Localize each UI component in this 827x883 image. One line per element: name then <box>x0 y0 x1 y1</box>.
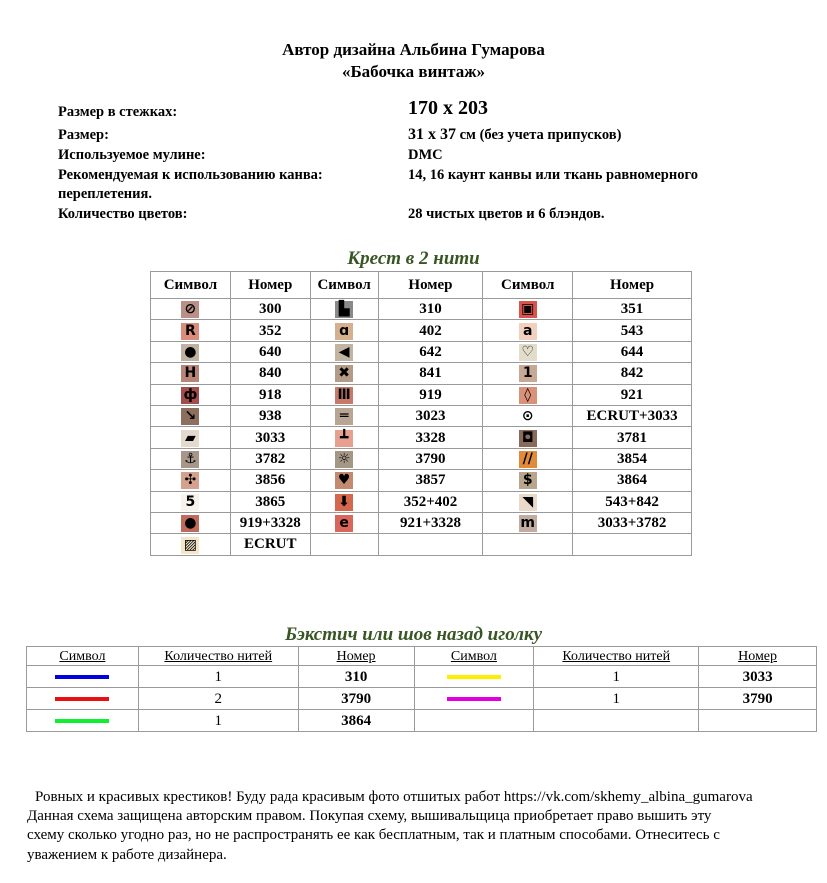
cross-stitch-table <box>150 271 692 556</box>
colors-value: 28 чистых цветов и 6 блэндов. <box>408 206 605 222</box>
cross-table-row <box>151 341 692 362</box>
slashed-circle-icon: ⊘ <box>181 301 199 318</box>
cross-table-row <box>151 405 692 426</box>
header-thread-count: Количество нитей <box>534 647 699 666</box>
flower-cross-icon: ✣ <box>181 472 199 489</box>
symbol-cell <box>483 448 573 469</box>
symbol-cell <box>483 512 573 533</box>
symbol-cell <box>310 470 378 491</box>
symbol-cell <box>310 534 378 555</box>
symbol-cell <box>151 534 231 555</box>
dmc-number-cell: 402 <box>378 320 483 341</box>
dmc-number-cell: 918 <box>230 384 310 405</box>
cross-table-row <box>151 491 692 512</box>
footer-copyright-3: уважением к работе дизайнера. <box>27 847 227 863</box>
canvas-value: 14, 16 каунт канвы или ткань равномерного <box>408 167 698 183</box>
size-label: Размер: <box>58 127 109 143</box>
backstitch-table-header <box>27 647 817 666</box>
symbol-cell <box>151 384 231 405</box>
dollar-icon: $ <box>519 472 537 489</box>
thread-count-cell <box>534 710 699 732</box>
symbol-cell <box>310 448 378 469</box>
dmc-number-cell: 310 <box>298 666 414 688</box>
header-number: Номер <box>699 647 817 666</box>
dmc-number-cell <box>378 534 483 555</box>
stitch-size-label: Размер в стежках: <box>58 104 178 120</box>
symbol-cell <box>483 470 573 491</box>
line-symbol-cell <box>27 666 139 688</box>
dmc-number-cell: 938 <box>230 405 310 426</box>
dmc-number-cell: 921 <box>573 384 692 405</box>
dmc-number-cell: 3033+3782 <box>573 512 692 533</box>
floss-value: DMC <box>408 147 443 163</box>
sun-icon: ☼ <box>335 451 353 468</box>
cross-table-row <box>151 384 692 405</box>
dmc-number-cell: ECRUT+3033 <box>573 405 692 426</box>
double-slash-icon: // <box>519 451 537 468</box>
cross-table-row <box>151 299 692 320</box>
symbol-cell <box>151 299 231 320</box>
symbol-cell <box>151 470 231 491</box>
dmc-number-cell: 3782 <box>230 448 310 469</box>
symbol-cell <box>483 491 573 512</box>
stand-icon: ┻ <box>335 430 353 447</box>
header-symbol: Символ <box>414 647 534 666</box>
filled-box-icon: ▣ <box>519 301 537 318</box>
cross-table-row <box>151 534 692 555</box>
dmc-number-cell: 921+3328 <box>378 512 483 533</box>
dmc-number-cell: 3864 <box>298 710 414 732</box>
cross-stitch-title: Крест в 2 нити <box>347 248 480 269</box>
symbol-cell <box>310 427 378 448</box>
pill-icon: ▰ <box>181 430 199 447</box>
dmc-number-cell: 3023 <box>378 405 483 426</box>
dmc-number-cell: 543 <box>573 320 692 341</box>
dmc-number-cell: 300 <box>230 299 310 320</box>
thread-count-cell: 1 <box>138 710 298 732</box>
drop-icon: ● <box>181 344 199 361</box>
size-value-rest: см (без учета припусков) <box>456 127 622 143</box>
size-value-strong: 31 х 37 <box>408 126 456 143</box>
phi-icon: ф <box>181 387 199 404</box>
dmc-number-cell: ECRUT <box>230 534 310 555</box>
colors-label: Количество цветов: <box>58 206 188 222</box>
letter-a-icon: a <box>519 323 537 340</box>
line-color-swatch <box>447 697 501 701</box>
canvas-label-2: переплетения. <box>58 186 152 202</box>
cross-table-row <box>151 363 692 384</box>
header-number: Номер <box>573 272 692 299</box>
dmc-number-cell: 3857 <box>378 470 483 491</box>
line-color-swatch <box>55 675 109 679</box>
symbol-cell <box>151 512 231 533</box>
dmc-number-cell: 543+842 <box>573 491 692 512</box>
symbol-cell <box>310 341 378 362</box>
line-color-swatch <box>55 719 109 723</box>
dmc-number-cell: 840 <box>230 363 310 384</box>
header-symbol: Символ <box>483 272 573 299</box>
left-triangle-icon: ◀ <box>335 344 353 361</box>
cross-table-row <box>151 448 692 469</box>
floss-label: Используемое мулине: <box>58 147 206 163</box>
backstitch-table-row <box>27 688 817 710</box>
symbol-cell <box>151 341 231 362</box>
heart-outline-icon: ♡ <box>519 344 537 361</box>
symbol-cell <box>483 341 573 362</box>
pattern-name: «Бабочка винтаж» <box>341 62 486 81</box>
backstitch-table <box>26 646 817 732</box>
cross-table-row <box>151 512 692 533</box>
thread-count-cell: 1 <box>138 666 298 688</box>
cross-table-header <box>151 272 692 299</box>
dmc-number-cell: 640 <box>230 341 310 362</box>
letter-e-icon: e <box>335 515 353 532</box>
dmc-number-cell: 3854 <box>573 448 692 469</box>
dmc-number-cell: 3033 <box>699 666 817 688</box>
symbol-cell <box>310 320 378 341</box>
header-number: Номер <box>298 647 414 666</box>
letter-h-icon: H <box>181 365 199 382</box>
header-symbol: Символ <box>310 272 378 299</box>
dmc-number-cell: 644 <box>573 341 692 362</box>
symbol-cell <box>151 427 231 448</box>
dmc-number-cell: 3856 <box>230 470 310 491</box>
dot-circle-icon: ⊙ <box>519 408 537 425</box>
header-number: Номер <box>230 272 310 299</box>
dmc-number-cell: 842 <box>573 363 692 384</box>
header-symbol: Символ <box>27 647 139 666</box>
pin-icon: ↘ <box>181 408 199 425</box>
corner-triangle-icon: ◥ <box>519 494 537 511</box>
dmc-number-cell: 3781 <box>573 427 692 448</box>
canvas-label: Рекомендуемая к использованию канва: <box>58 167 323 183</box>
dmc-number-cell <box>699 710 817 732</box>
footer-greeting: Ровных и красивых крестиков! Буду рада красивым фото отшитых работ https://vk.com/skhemy_albina_gumarova <box>35 789 753 805</box>
digit-five-icon: 5 <box>181 494 199 511</box>
cross-circle-icon: ✖ <box>335 365 353 382</box>
line-symbol-cell <box>27 710 139 732</box>
symbol-cell <box>151 448 231 469</box>
footer-copyright-2: схему сколько угодно раз, но не распространять ее как бесплатным, так и платным способами. Отнеситесь с <box>27 827 720 843</box>
symbol-cell <box>310 384 378 405</box>
double-bar-icon: ═ <box>335 408 353 425</box>
header-symbol: Символ <box>151 272 231 299</box>
dmc-number-cell: 919 <box>378 384 483 405</box>
symbol-cell <box>310 363 378 384</box>
symbol-cell <box>483 320 573 341</box>
diamond-icon: ◊ <box>519 387 537 404</box>
symbol-cell <box>151 405 231 426</box>
dmc-number-cell: 310 <box>378 299 483 320</box>
square-dot-icon: ◘ <box>519 430 537 447</box>
stitch-size-value: 170 х 203 <box>408 97 488 119</box>
header-thread-count: Количество нитей <box>138 647 298 666</box>
symbol-cell <box>310 491 378 512</box>
symbol-cell <box>310 512 378 533</box>
dmc-number-cell: 3328 <box>378 427 483 448</box>
size-value <box>408 126 621 144</box>
cross-table-row <box>151 427 692 448</box>
letter-r-icon: R <box>181 323 199 340</box>
footer-copyright-1: Данная схема защищена авторским правом. Покупая схему, вышивальщица приобретает право вышить эту <box>27 808 712 824</box>
heart-icon: ♥ <box>335 472 353 489</box>
backstitch-table-row <box>27 710 817 732</box>
hatched-square-icon: ▨ <box>181 537 199 554</box>
symbol-cell <box>310 405 378 426</box>
line-color-swatch <box>447 675 501 679</box>
symbol-cell <box>483 363 573 384</box>
symbol-cell <box>483 384 573 405</box>
line-symbol-cell <box>414 666 534 688</box>
down-arrow-icon: ⬇ <box>335 494 353 511</box>
cross-table-row <box>151 470 692 491</box>
filled-circle-icon: ● <box>181 515 199 532</box>
cross-table-row <box>151 320 692 341</box>
roman-three-icon: Ⅲ <box>335 387 353 404</box>
symbol-cell <box>310 299 378 320</box>
dmc-number-cell: 3865 <box>230 491 310 512</box>
backstitch-table-row <box>27 666 817 688</box>
thread-count-cell: 1 <box>534 688 699 710</box>
dmc-number-cell: 3864 <box>573 470 692 491</box>
corner-square-icon: ▙ <box>335 301 353 318</box>
dmc-number-cell: 3790 <box>378 448 483 469</box>
dmc-number-cell: 642 <box>378 341 483 362</box>
dmc-number-cell: 352 <box>230 320 310 341</box>
digit-one-icon: 1 <box>519 365 537 382</box>
dmc-number-cell <box>573 534 692 555</box>
dmc-number-cell: 841 <box>378 363 483 384</box>
symbol-cell <box>483 405 573 426</box>
designer-title: Автор дизайна Альбина Гумарова <box>282 40 545 59</box>
line-symbol-cell <box>414 688 534 710</box>
thread-count-cell: 1 <box>534 666 699 688</box>
spiral-icon: ɑ <box>335 323 353 340</box>
line-symbol-cell <box>27 688 139 710</box>
header-number: Номер <box>378 272 483 299</box>
dmc-number-cell: 351 <box>573 299 692 320</box>
symbol-cell <box>483 534 573 555</box>
dmc-number-cell: 3033 <box>230 427 310 448</box>
thread-count-cell: 2 <box>138 688 298 710</box>
symbol-cell <box>151 320 231 341</box>
symbol-cell <box>483 427 573 448</box>
anchor-icon: ⚓ <box>181 451 199 468</box>
symbol-cell <box>151 491 231 512</box>
symbol-cell <box>483 299 573 320</box>
dmc-number-cell: 3790 <box>298 688 414 710</box>
dmc-number-cell: 352+402 <box>378 491 483 512</box>
letter-m-icon: m <box>520 515 536 532</box>
symbol-cell <box>151 363 231 384</box>
line-color-swatch <box>55 697 109 701</box>
dmc-number-cell: 919+3328 <box>230 512 310 533</box>
dmc-number-cell: 3790 <box>699 688 817 710</box>
backstitch-title: Бэкстич или шов назад иголку <box>284 624 543 645</box>
line-symbol-cell <box>414 710 534 732</box>
